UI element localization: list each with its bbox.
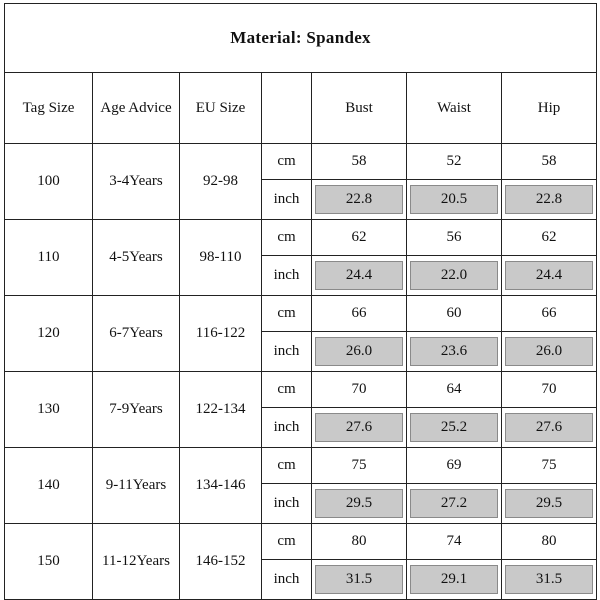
age-advice-cell: 9-11Years xyxy=(93,448,180,524)
size-row-cm xyxy=(5,448,597,484)
age-advice-cell: 7-9Years xyxy=(93,372,180,448)
waist-inch-cell xyxy=(407,484,502,524)
bust-inch-value: 29.5 xyxy=(315,489,403,518)
age-advice-cell: 11-12Years xyxy=(93,524,180,600)
waist-inch-value: 27.2 xyxy=(410,489,498,518)
bust-cm-cell: 70 xyxy=(312,372,407,408)
eu-size-cell: 122-134 xyxy=(180,372,262,448)
bust-inch-cell xyxy=(312,484,407,524)
header-hip: Hip xyxy=(502,73,597,144)
unit-cm-cell: cm xyxy=(262,144,312,180)
tag-size-cell: 140 xyxy=(5,448,93,524)
header-unit xyxy=(262,73,312,144)
waist-cm-cell: 60 xyxy=(407,296,502,332)
waist-inch-value: 25.2 xyxy=(410,413,498,442)
bust-inch-value: 22.8 xyxy=(315,185,403,214)
header-bust: Bust xyxy=(312,73,407,144)
hip-cm-cell: 75 xyxy=(502,448,597,484)
waist-inch-cell xyxy=(407,332,502,372)
waist-cm-cell: 52 xyxy=(407,144,502,180)
bust-cm-cell: 75 xyxy=(312,448,407,484)
size-table xyxy=(4,3,597,600)
unit-cm-cell: cm xyxy=(262,448,312,484)
hip-inch-cell xyxy=(502,408,597,448)
waist-inch-value: 29.1 xyxy=(410,565,498,594)
hip-cm-cell: 70 xyxy=(502,372,597,408)
size-row-cm xyxy=(5,144,597,180)
bust-inch-cell xyxy=(312,332,407,372)
age-advice-cell: 6-7Years xyxy=(93,296,180,372)
eu-size-cell: 92-98 xyxy=(180,144,262,220)
tag-size-cell: 100 xyxy=(5,144,93,220)
bust-inch-cell xyxy=(312,256,407,296)
eu-size-cell: 146-152 xyxy=(180,524,262,600)
hip-inch-value: 29.5 xyxy=(505,489,593,518)
age-advice-cell: 3-4Years xyxy=(93,144,180,220)
bust-inch-value: 31.5 xyxy=(315,565,403,594)
unit-inch-cell: inch xyxy=(262,560,312,600)
waist-inch-value: 20.5 xyxy=(410,185,498,214)
hip-inch-value: 27.6 xyxy=(505,413,593,442)
tag-size-cell: 120 xyxy=(5,296,93,372)
bust-inch-value: 27.6 xyxy=(315,413,403,442)
hip-inch-value: 22.8 xyxy=(505,185,593,214)
hip-cm-cell: 66 xyxy=(502,296,597,332)
waist-inch-cell xyxy=(407,256,502,296)
tag-size-cell: 110 xyxy=(5,220,93,296)
bust-cm-cell: 66 xyxy=(312,296,407,332)
size-row-cm xyxy=(5,296,597,332)
age-advice-cell: 4-5Years xyxy=(93,220,180,296)
waist-cm-cell: 56 xyxy=(407,220,502,256)
waist-inch-value: 23.6 xyxy=(410,337,498,366)
table-title: Material: Spandex xyxy=(5,4,597,73)
hip-inch-cell xyxy=(502,560,597,600)
waist-inch-cell xyxy=(407,180,502,220)
bust-cm-cell: 80 xyxy=(312,524,407,560)
header-tag-size: Tag Size xyxy=(5,73,93,144)
eu-size-cell: 98-110 xyxy=(180,220,262,296)
bust-inch-cell xyxy=(312,408,407,448)
waist-cm-cell: 74 xyxy=(407,524,502,560)
unit-inch-cell: inch xyxy=(262,256,312,296)
waist-cm-cell: 69 xyxy=(407,448,502,484)
size-row-cm xyxy=(5,220,597,256)
bust-inch-cell xyxy=(312,180,407,220)
unit-cm-cell: cm xyxy=(262,372,312,408)
header-age-advice: Age Advice xyxy=(93,73,180,144)
bust-inch-value: 26.0 xyxy=(315,337,403,366)
unit-inch-cell: inch xyxy=(262,408,312,448)
hip-inch-cell xyxy=(502,180,597,220)
hip-inch-cell xyxy=(502,256,597,296)
waist-inch-cell xyxy=(407,408,502,448)
hip-inch-value: 31.5 xyxy=(505,565,593,594)
hip-inch-cell xyxy=(502,484,597,524)
hip-inch-value: 24.4 xyxy=(505,261,593,290)
hip-inch-value: 26.0 xyxy=(505,337,593,366)
hip-inch-cell xyxy=(502,332,597,372)
header-eu-size: EU Size xyxy=(180,73,262,144)
header-row xyxy=(5,73,597,144)
bust-inch-cell xyxy=(312,560,407,600)
unit-inch-cell: inch xyxy=(262,180,312,220)
hip-cm-cell: 62 xyxy=(502,220,597,256)
waist-inch-value: 22.0 xyxy=(410,261,498,290)
title-row xyxy=(5,4,597,73)
unit-inch-cell: inch xyxy=(262,332,312,372)
unit-cm-cell: cm xyxy=(262,296,312,332)
hip-cm-cell: 80 xyxy=(502,524,597,560)
waist-cm-cell: 64 xyxy=(407,372,502,408)
eu-size-cell: 116-122 xyxy=(180,296,262,372)
waist-inch-cell xyxy=(407,560,502,600)
unit-cm-cell: cm xyxy=(262,524,312,560)
unit-cm-cell: cm xyxy=(262,220,312,256)
eu-size-cell: 134-146 xyxy=(180,448,262,524)
bust-cm-cell: 62 xyxy=(312,220,407,256)
bust-inch-value: 24.4 xyxy=(315,261,403,290)
bust-cm-cell: 58 xyxy=(312,144,407,180)
size-row-cm xyxy=(5,372,597,408)
hip-cm-cell: 58 xyxy=(502,144,597,180)
header-waist: Waist xyxy=(407,73,502,144)
tag-size-cell: 130 xyxy=(5,372,93,448)
tag-size-cell: 150 xyxy=(5,524,93,600)
size-row-cm xyxy=(5,524,597,560)
unit-inch-cell: inch xyxy=(262,484,312,524)
